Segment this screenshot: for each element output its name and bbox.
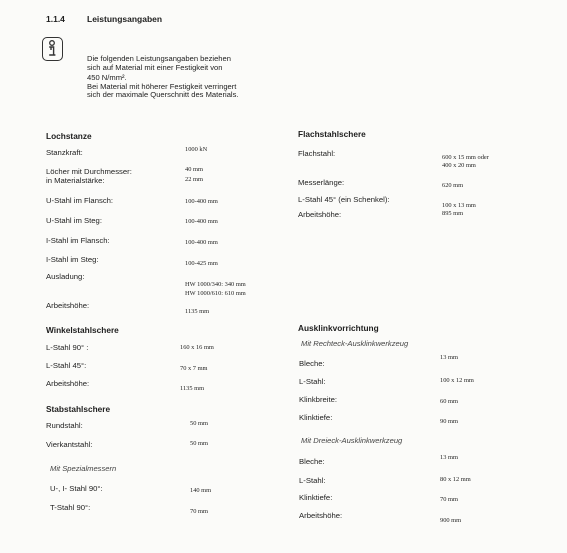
spec-label: Arbeitshöhe: (46, 301, 90, 310)
spec-label: U-, I- Stahl 90°: (50, 484, 103, 493)
heading-stabstahlschere: Stabstahlschere (46, 404, 111, 414)
spec-value: 1135 mm (180, 385, 205, 392)
spec-value: 22 mm (185, 176, 203, 183)
heading-lochstanze: Lochstanze (46, 131, 92, 141)
spec-value: 400 x 20 mm (442, 162, 476, 169)
spec-label: Messerlänge: (298, 178, 345, 187)
spec-label: L-Stahl 45° (ein Schenkel): (298, 195, 390, 204)
spec-label: Stanzkraft: (46, 148, 83, 157)
spec-value: HW 1000/340: 340 mm (185, 281, 246, 288)
subheading-spezialmesser: Mit Spezialmessern (50, 464, 117, 473)
spec-value: 50 mm (190, 420, 208, 427)
spec-label: Bleche: (299, 359, 325, 368)
spec-label: Klinkbreite: (299, 395, 338, 404)
spec-value: 160 x 16 mm (180, 344, 214, 351)
spec-value: 40 mm (185, 166, 203, 173)
spec-label: U-Stahl im Steg: (46, 216, 102, 225)
spec-value: 1135 mm (185, 308, 210, 315)
spec-value: 100-400 mm (185, 198, 218, 205)
spec-value: 60 mm (440, 398, 458, 405)
section-title: Leistungsangaben (87, 14, 163, 24)
note-line: Die folgenden Leistungsangaben beziehen (87, 54, 231, 63)
subheading-rechteck: Mit Rechteck-Ausklinkwerkzeug (301, 339, 409, 348)
spec-value: 80 x 12 mm (440, 476, 471, 483)
heading-ausklinkvorrichtung: Ausklinkvorrichtung (298, 323, 379, 333)
spec-label: Klinktiefe: (299, 493, 333, 502)
spec-label: Arbeitshöhe: (299, 511, 343, 520)
spec-label: Ausladung: (46, 272, 85, 281)
spec-value: 50 mm (190, 440, 208, 447)
spec-value: 90 mm (440, 418, 458, 425)
spec-value: 70 mm (440, 496, 458, 503)
spec-value: 70 mm (190, 508, 208, 515)
spec-value: 100 x 13 mm (442, 202, 476, 209)
spec-label: L-Stahl 45°: (46, 361, 87, 370)
spec-value: 900 mm (440, 517, 462, 524)
spec-value: 620 mm (442, 182, 464, 189)
spec-label: Löcher mit Durchmesser: (46, 167, 132, 176)
spec-label: I-Stahl im Steg: (46, 255, 99, 264)
spec-label: L-Stahl 90° : (46, 343, 89, 352)
spec-value: 1000 kN (185, 146, 208, 153)
spec-label: U-Stahl im Flansch: (46, 196, 114, 205)
spec-value: HW 1000/610: 610 mm (185, 290, 246, 297)
spec-label: Arbeitshöhe: (46, 379, 90, 388)
spec-label: Flachstahl: (298, 149, 336, 158)
spec-label: L-Stahl: (299, 377, 326, 386)
spec-label: T-Stahl 90°: (50, 503, 91, 512)
heading-flachstahlschere: Flachstahlschere (298, 129, 366, 139)
note-line: sich der maximale Querschnitt des Materials. (87, 90, 239, 100)
spec-label: I-Stahl im Flansch: (46, 236, 110, 245)
info-icon (42, 37, 63, 61)
spec-label: Vierkantstahl: (46, 440, 93, 449)
note-line: 450 N/mm². (87, 73, 127, 83)
heading-winkelstahlschere: Winkelstahlschere (46, 325, 119, 335)
section-number: 1.1.4 (46, 14, 65, 24)
spec-value: 100-400 mm (185, 239, 218, 246)
note-line: sich auf Material mit einer Festigkeit von (87, 62, 223, 72)
spec-label: Bleche: (299, 457, 325, 466)
note-line: Bei Material mit höherer Festigkeit verringert (87, 81, 237, 91)
spec-label: Arbeitshöhe: (298, 210, 342, 219)
spec-value: 100 x 12 mm (440, 377, 474, 384)
spec-value: 140 mm (190, 487, 212, 494)
spec-value: 600 x 15 mm oder (442, 154, 489, 161)
spec-label: Rundstahl: (46, 421, 83, 430)
spec-value: 13 mm (440, 454, 458, 461)
spec-value: 895 mm (442, 210, 464, 217)
material-note (87, 55, 317, 100)
spec-value: 13 mm (440, 354, 458, 361)
subheading-dreieck: Mit Dreieck-Ausklinkwerkzeug (301, 436, 403, 445)
spec-label: in Materialstärke: (46, 176, 105, 185)
spec-value: 100-425 mm (185, 260, 218, 267)
spec-value: 70 x 7 mm (180, 365, 208, 372)
spec-value: 100-400 mm (185, 218, 218, 225)
spec-label: Klinktiefe: (299, 413, 333, 422)
spec-label: L-Stahl: (299, 476, 326, 485)
